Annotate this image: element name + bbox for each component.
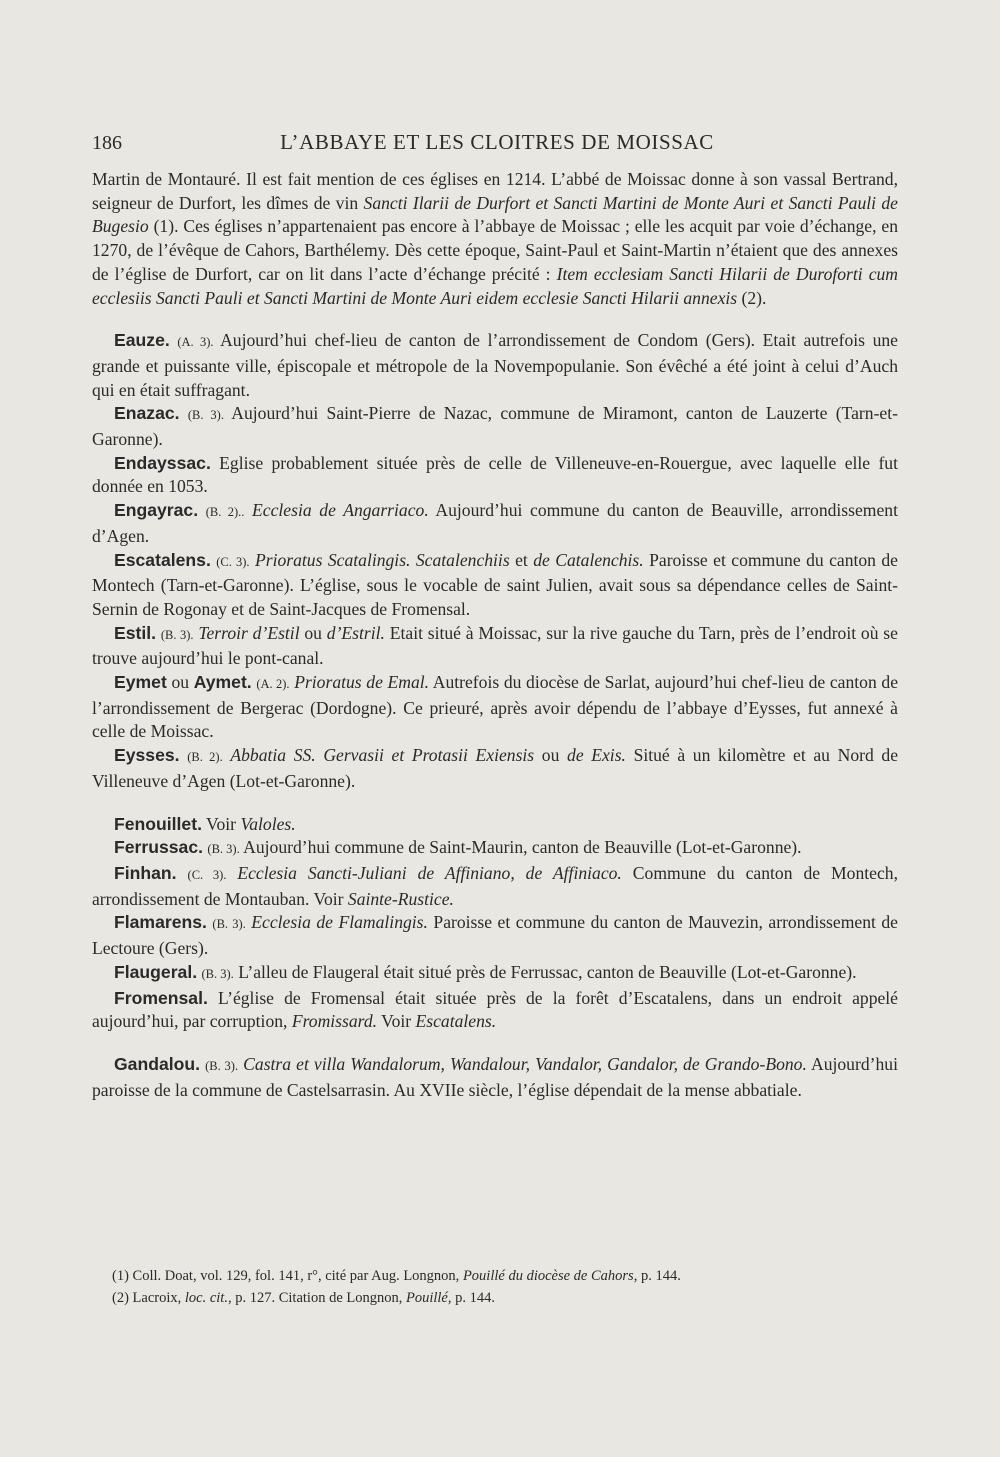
entry-flaugeral <box>92 961 898 987</box>
footnote-2 <box>112 1288 892 1310</box>
entry-reference: (A. 2). <box>256 677 290 692</box>
entry-text: Eglise probablement située près de celle de Villeneuve-en-Rouergue, avec laquelle elle fut donnée en 1053. <box>92 452 898 497</box>
entry-headword: Finhan. <box>114 862 177 883</box>
place-name: Fromissard. <box>291 1011 378 1032</box>
cross-reference: Escatalens. <box>415 1011 497 1032</box>
continued-paragraph <box>92 168 898 310</box>
text-run: (2). <box>737 287 767 308</box>
entry-ferrussac <box>92 836 898 862</box>
entry-headword: Gandalou. <box>114 1053 201 1074</box>
entry-text: Aujourd’hui Saint-Pierre de Nazac, commune de Miramont, canton de Lauzerte (Tarn-et-Garonne). <box>92 403 898 450</box>
latin-name: Abbatia SS. Gervasii et Protasii Exiensis <box>230 745 535 766</box>
entry-endayssac <box>92 452 898 499</box>
entry-headword: Flaugeral. <box>114 961 198 982</box>
entry-reference: (B. 3). <box>205 1058 239 1073</box>
entry-reference: (B. 2). <box>187 750 223 765</box>
entry-fenouillet <box>92 813 898 837</box>
entry-reference: (A. 3). <box>177 335 214 350</box>
entry-text: Aujourd’hui commune du canton de Beauville, arrondissement d’Agen. <box>92 500 898 546</box>
entry-text: Voir <box>201 813 241 834</box>
entry-text: Paroisse et commune du canton de Mauvezin, arrondissement de Lectoure (Gers). <box>92 912 898 959</box>
text-run: Voir <box>377 1011 416 1032</box>
entry-reference: (B. 3). <box>207 842 240 857</box>
latin-name: d’Estril. <box>326 622 385 643</box>
entry-reference: (B. 3). <box>212 917 246 932</box>
entry-headword: Estil. <box>114 622 157 643</box>
entry-headword: Enazac. <box>114 403 180 424</box>
entry-headword-variant: Aymet. <box>193 672 252 693</box>
entry-flamarens <box>92 911 898 960</box>
latin-name: de Catalenchis. <box>533 549 644 570</box>
cited-title: Pouillé du diocèse de Cahors <box>462 1268 634 1284</box>
text-run: (1). Ces églises n’appartenaient pas encore à l’abbaye de Moissac ; elle les acquit par voie d’échange, en 1270, de l’évêque de Cahors, Barthélemy. Dès cette époque, Saint-Paul et Saint-Martin n’étaient que des annexes de l’église de Durfort, car on lit dans l’acte d’échange précité : <box>92 216 898 284</box>
text-run: ou <box>299 622 327 643</box>
entry-headword: Eymet <box>114 672 167 693</box>
entry-reference: (C. 3). <box>216 554 250 569</box>
latin-name: Castra et villa Wandalorum, Wandalour, Vandalor, Gandalor, de Grando-Bono. <box>243 1053 807 1074</box>
entry-text: Autrefois du diocèse de Sarlat, aujourd’hui chef-lieu de canton de l’arrondissement de Bergerac (Dordogne). Ce prieuré, après avoir dépendu de l’abbaye d’Eysses, fut annexé à celle de Moissac. <box>92 672 899 742</box>
latin-name: Prioratus Scatalingis. Scatalenchiis <box>254 549 510 570</box>
latin-name: Ecclesia de Angarriaco. <box>252 500 429 521</box>
entry-text: L’alleu de Flaugeral était situé près de Ferrussac, canton de Beauville (Lot-et-Garonne). <box>233 961 857 982</box>
entry-enazac <box>92 402 898 451</box>
entry-eymet <box>92 671 898 744</box>
entry-text: Etait situé à Moissac, sur la rive gauche du Tarn, près de l’endroit où se trouve aujourd’hui le pont-canal. <box>92 622 898 669</box>
latin-name: de Exis. <box>567 745 626 766</box>
entry-reference: (B. 3). <box>160 627 194 642</box>
entry-text: Paroisse et commune du canton de Montech (Tarn-et-Garonne). L’église, sous le vocable de saint Julien, avait sous sa dépendance celles de Saint-Sernin de Rogonay et de Saint-Jacques de Fromensal. <box>92 549 898 619</box>
cross-reference: Sainte-Rustice. <box>347 888 454 909</box>
running-head: L’ABBAYE ET LES CLOITRES DE MOISSAC <box>280 130 714 154</box>
entry-gandalou <box>92 1053 898 1102</box>
entry-headword: Engayrac. <box>114 500 199 521</box>
footnote-1 <box>112 1266 892 1288</box>
latin-name: Prioratus de Emal. <box>294 672 430 693</box>
entry-reference: (B. 3). <box>187 408 224 423</box>
entry-headword: Fenouillet. <box>114 813 202 834</box>
page-header <box>92 122 902 162</box>
latin-name: Ecclesia Sancti-Juliani de Affiniano, de Affiniaco. <box>237 862 622 883</box>
text-run: et <box>509 549 534 570</box>
entry-finhan <box>92 862 898 911</box>
entry-headword: Flamarens. <box>114 912 207 933</box>
text-run: (2) Lacroix, <box>112 1289 185 1306</box>
entry-text: Aujourd’hui paroisse de la commune de Castelsarrasin. Au XVIIe siècle, l’église dépendait de la mense abbatiale. <box>92 1053 898 1100</box>
cited-title: Pouillé <box>405 1289 448 1306</box>
entry-estil <box>92 622 898 671</box>
entry-text: Aujourd’hui chef-lieu de canton de l’arrondissement de Condom (Gers). Etait autrefois une grande et puissante ville, épiscopale et métropole de la Novempopulanie. Son évêché a été joint à celui d’Auch qui en était suffragant. <box>92 330 898 400</box>
text-run: Martin de Montauré. Il est fait mention de ces églises en 1214. L’abbé de Moissac donne à son vassal Bertrand, seigneur de Durfort, les dîmes de vin <box>92 169 898 213</box>
latin-name: Terroir d’Estil <box>198 622 300 643</box>
entry-headword: Eysses. <box>114 745 180 766</box>
entry-headword: Fromensal. <box>114 987 208 1008</box>
entry-text: Commune du canton de Montech, arrondissement de Montauban. Voir <box>92 862 898 909</box>
entry-engayrac <box>92 499 898 548</box>
latin-name: Ecclesia de Flamalingis. <box>251 912 428 933</box>
latin-quote: Sancti Ilarii de Durfort et Sancti Martini de Monte Auri et Sancti Pauli de Bugesio <box>92 192 898 237</box>
entry-escatalens <box>92 549 898 622</box>
text-run: (1) Coll. Doat, vol. 129, fol. 141, r°, cité par Aug. Longnon, <box>112 1268 463 1284</box>
page-number: 186 <box>92 132 122 154</box>
cited-title: loc. cit. <box>184 1289 228 1306</box>
entry-text: L’église de Fromensal était située près de la forêt d’Escatalens, dans un endroit appelé aujourd’hui, par corruption, <box>92 987 898 1032</box>
main-text <box>92 168 898 1102</box>
entry-reference: (B. 3). <box>201 966 234 981</box>
entry-text: Aujourd’hui commune de Saint-Maurin, canton de Beauville (Lot-et-Garonne). <box>239 837 802 858</box>
entry-fromensal <box>92 987 898 1034</box>
latin-quote: Item ecclesiam Sancti Hilarii de Duroforti cum ecclesiis Sancti Pauli et Sancti Martini de Monte Auri eidem ecclesie Sancti Hilarii annexis <box>92 263 899 308</box>
text-run: , p. 144. <box>633 1268 681 1284</box>
text-run: , p. 144. <box>447 1289 495 1306</box>
text-run: , p. 127. Citation de Longnon, <box>227 1289 406 1306</box>
entry-headword: Ferrussac. <box>114 837 203 858</box>
entry-headword: Endayssac. <box>114 452 211 473</box>
entry-reference: (B. 2).. <box>205 505 245 520</box>
entry-eysses <box>92 744 898 793</box>
entry-headword: Escatalens. <box>114 549 211 570</box>
text-run: ou <box>166 672 194 693</box>
entry-text: Situé à un kilomètre et au Nord de Villeneuve d’Agen (Lot-et-Garonne). <box>92 745 898 791</box>
cross-reference: Valoles. <box>240 813 296 834</box>
footnotes <box>112 1266 892 1309</box>
entry-headword: Eauze. <box>114 330 170 351</box>
text-run: ou <box>534 745 568 766</box>
entry-reference: (C. 3). <box>187 867 227 882</box>
entry-eauze <box>92 329 898 402</box>
